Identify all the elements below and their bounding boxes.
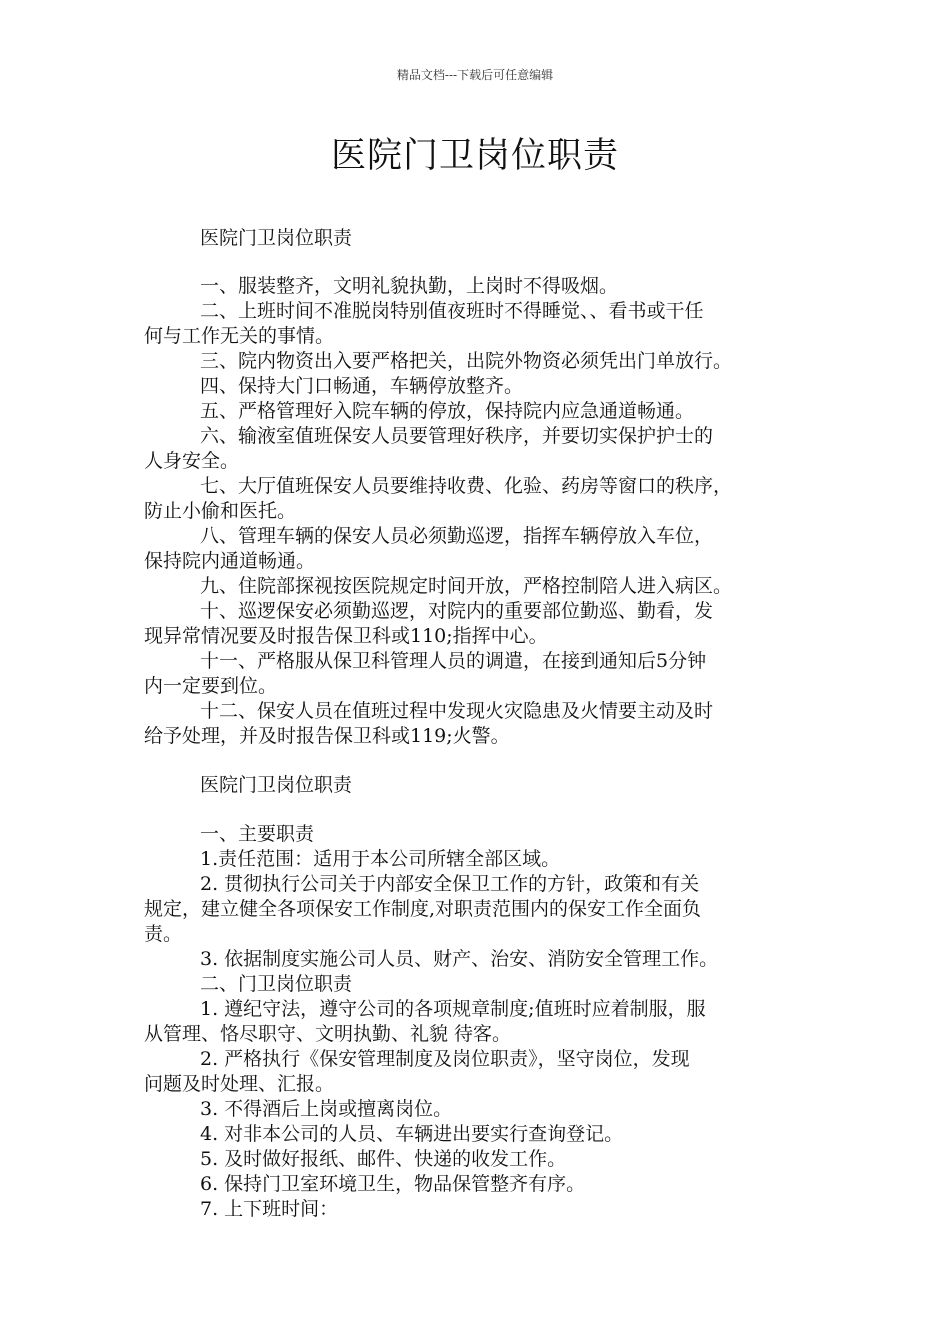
section2-line: 问题及时处理、汇报。 [144, 1073, 335, 1095]
section2-line: 5. 及时做好报纸、邮件、快递的收发工作。 [200, 1148, 567, 1170]
section2-line: 责。 [144, 923, 183, 945]
section1-line: 何与工作无关的事情。 [144, 325, 335, 347]
section2-line: 从管理、恪尽职守、文明执勤、礼貌 待客。 [144, 1023, 512, 1045]
section1-line: 现异常情况要及时报告保卫科或110;指挥中心。 [144, 625, 548, 647]
page-header-note: 精品文档---下载后可任意编辑 [396, 68, 554, 82]
section2-line: 4. 对非本公司的人员、车辆进出要实行查询登记。 [200, 1123, 624, 1145]
section1-line: 内一定要到位。 [144, 675, 278, 697]
section2-line: 1.责任范围：适用于本公司所辖全部区域。 [200, 848, 561, 870]
section1-heading: 医院门卫岗位职责 [200, 227, 353, 249]
section2-line: 二、门卫岗位职责 [200, 973, 353, 995]
section1-line: 一、服装整齐，文明礼貌执勤，上岗时不得吸烟。 [200, 275, 619, 297]
section1-line: 十一、严格服从保卫科管理人员的调遣，在接到通知后5分钟 [200, 650, 707, 672]
section1-line: 三、院内物资出入要严格把关，出院外物资必须凭出门单放行。 [200, 350, 733, 372]
section2-line: 7. 上下班时间： [200, 1198, 339, 1220]
section1-line: 四、保持大门口畅通，车辆停放整齐。 [200, 375, 524, 397]
section1-line: 人身安全。 [144, 450, 240, 472]
section2-line: 3. 依据制度实施公司人员、财产、治安、消防安全管理工作。 [200, 948, 719, 970]
section1-line: 十二、保安人员在值班过程中发现火灾隐患及火情要主动及时 [200, 700, 714, 722]
section2-line: 一、主要职责 [200, 823, 315, 845]
section2-line: 3. 不得酒后上岗或擅离岗位。 [200, 1098, 453, 1120]
section2-line: 1. 遵纪守法，遵守公司的各项规章制度;值班时应着制服，服 [200, 998, 706, 1020]
section1-line: 五、严格管理好入院车辆的停放，保持院内应急通道畅通。 [200, 400, 695, 422]
section2-line: 规定，建立健全各项保安工作制度,对职责范围内的保安工作全面负 [144, 898, 702, 920]
document-title: 医院门卫岗位职责 [330, 136, 619, 176]
section1-line: 六、输液室值班保安人员要管理好秩序，并要切实保护护士的 [200, 425, 714, 447]
section2-line: 2. 贯彻执行公司关于内部安全保卫工作的方针，政策和有关 [200, 873, 700, 895]
section1-line: 二、上班时间不准脱岗特别值夜班时不得睡觉、、看书或干任 [200, 300, 704, 322]
section1-line: 八、管理车辆的保安人员必须勤巡逻，指挥车辆停放入车位， [200, 525, 714, 547]
section2-line: 2. 严格执行《保安管理制度及岗位职责》，坚守岗位，发现 [200, 1048, 690, 1070]
section1-line: 九、住院部探视按医院规定时间开放，严格控制陪人进入病区。 [200, 575, 733, 597]
section2-line: 6. 保持门卫室环境卫生，物品保管整齐有序。 [200, 1173, 586, 1195]
section1-line: 防止小偷和医托。 [144, 500, 297, 522]
section1-line: 保持院内通道畅通。 [144, 550, 316, 572]
section1-line: 十、巡逻保安必须勤巡逻，对院内的重要部位勤巡、勤看，发 [200, 600, 714, 622]
section1-line: 七、大厅值班保安人员要维持收费、化验、药房等窗口的秩序， [200, 475, 733, 497]
section2-heading: 医院门卫岗位职责 [200, 774, 353, 796]
section1-line: 给予处理，并及时报告保卫科或119;火警。 [144, 725, 510, 747]
